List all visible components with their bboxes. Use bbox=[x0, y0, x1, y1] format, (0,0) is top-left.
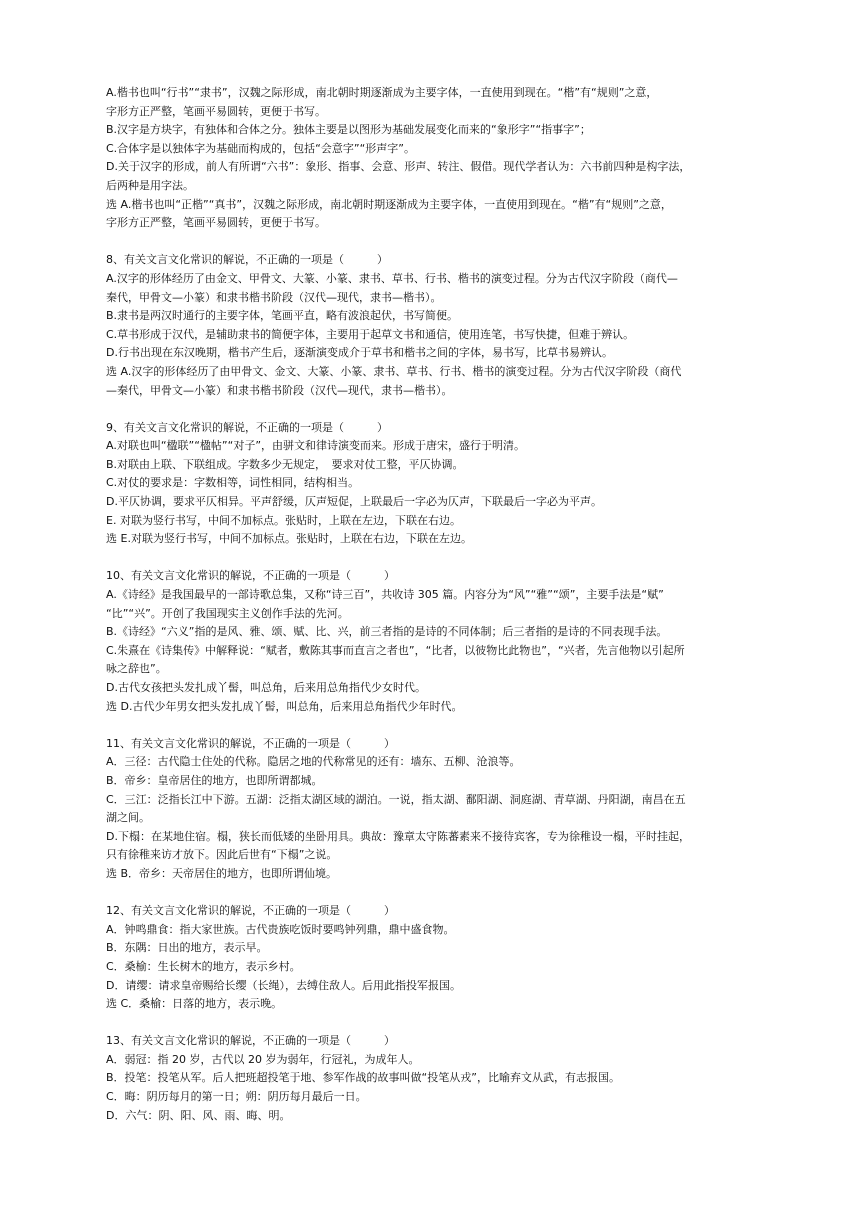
answer-block-7 bbox=[106, 84, 756, 233]
answer-line: 选 C．桑榆：日落的地方，表示晚。 bbox=[106, 997, 283, 1011]
option-line: D.平仄协调，要求平仄相异。平声舒缓，仄声短促，上联最后一字必为仄声，下联最后一字必为平声。 bbox=[106, 495, 602, 509]
question-title: 9、有关文言文化常识的解说，不正确的一项是（ ） bbox=[106, 420, 388, 434]
option-line: B．投笔：投笔从军。后人把班超投笔于地、参军作战的故事叫做“投笔从戎”，比喻弃文从武，有志报国。 bbox=[106, 1071, 620, 1085]
option-line: C．桑榆：生长树木的地方，表示乡村。 bbox=[106, 959, 301, 973]
text-line: 后两种是用字法。 bbox=[106, 178, 194, 192]
option-line: A．弱冠：指 20 岁，古代以 20 岁为弱年，行冠礼，为成年人。 bbox=[106, 1052, 420, 1066]
option-line: A.汉字的形体经历了由金文、甲骨文、大篆、小篆、隶书、草书、行书、楷书的演变过程。分为古代汉字阶段（商代— bbox=[106, 271, 678, 285]
option-line: C.朱熹在《诗集传》中解释说：“赋者，敷陈其事而直言之者也”，“比者，以彼物比此物也”，“兴者，先言他物以引起所 bbox=[106, 643, 685, 657]
option-line: C.对仗的要求是：字数相等，词性相同，结构相当。 bbox=[106, 476, 360, 490]
question-9 bbox=[106, 419, 756, 549]
question-8 bbox=[106, 251, 756, 400]
option-line: C．晦：阴历每月的第一日；朔：阴历每月最后一日。 bbox=[106, 1090, 367, 1104]
option-line: D.行书出现在东汉晚期，楷书产生后，逐渐演变成介于草书和楷书之间的字体，易书写，比草书易辨认。 bbox=[106, 346, 613, 360]
option-line: A．三径：古代隐士住处的代称。隐居之地的代称常见的还有：墙东、五柳、沧浪等。 bbox=[106, 755, 521, 769]
text-line: D.关于汉字的形成，前人有所谓“六书”：象形、指事、会意、形声、转注、假借。现代学者认为：六书前四种是构字法， bbox=[106, 160, 691, 174]
question-title: 10、有关文言文化常识的解说，不正确的一项是（ ） bbox=[106, 569, 395, 583]
text-line: C.合体字是以独体字为基础而构成的，包括“会意字”“形声字”。 bbox=[106, 141, 415, 155]
option-line: 只有徐稚来访才放下。因此后世有“下榻”之说。 bbox=[106, 848, 338, 862]
answer-line: 选 A.楷书也叫“正楷”“真书”，汉魏之际形成，南北朝时期逐渐成为主要字体，一直使用到现在。“楷”有“规则”之意， bbox=[106, 197, 672, 211]
answer-line: —秦代，甲骨文—小篆）和隶书楷书阶段（汉代—现代，隶书—楷书）。 bbox=[106, 383, 453, 397]
question-title: 11、有关文言文化常识的解说，不正确的一项是（ ） bbox=[106, 736, 395, 750]
option-line: D．请缨：请求皇帝赐给长缨（长绳），去缚住敌人。后用此指投军报国。 bbox=[106, 978, 461, 992]
option-line: C.草书形成于汉代，是辅助隶书的简便字体，主要用于起草文书和通信，使用连笔，书写快捷，但难于辨认。 bbox=[106, 327, 635, 341]
option-line: B．东隅：日出的地方，表示早。 bbox=[106, 941, 268, 955]
option-line: B.对联由上联、下联组成。字数多少无规定， 要求对仗工整，平仄协调。 bbox=[106, 457, 464, 471]
question-12 bbox=[106, 902, 756, 1014]
option-line: 湖之间。 bbox=[106, 811, 150, 825]
question-13 bbox=[106, 1032, 756, 1125]
option-line: B.《诗经》“六义”指的是风、雅、颂、赋、比、兴，前三者指的是诗的不同体制；后三者指的是诗的不同表现手法。 bbox=[106, 625, 668, 639]
text-line: B.汉字是方块字，有独体和合体之分。独体主要是以图形为基础发展变化而来的“象形字”“指事字”； bbox=[106, 123, 591, 137]
answer-line: 选 B．帝乡：天帝居住的地方，也即所谓仙境。 bbox=[106, 866, 338, 880]
text-line: 字形方正严整，笔画平易圆转，更便于书写。 bbox=[106, 104, 326, 118]
option-line: 秦代，甲骨文—小篆）和隶书楷书阶段（汉代—现代，隶书—楷书）。 bbox=[106, 290, 442, 304]
option-line: B.隶书是两汉时通行的主要字体，笔画平直，略有波浪起伏，书写简便。 bbox=[106, 309, 459, 323]
answer-line: 选 E.对联为竖行书写，中间不加标点。张贴时，上联在右边，下联在左边。 bbox=[106, 532, 472, 546]
option-line: C．三江：泛指长江中下游。五湖：泛指太湖区域的湖泊。一说，指太湖、鄱阳湖、洞庭湖、青草湖、丹阳湖，南昌在五 bbox=[106, 792, 686, 806]
question-11 bbox=[106, 735, 756, 884]
option-line: 咏之辞也”。 bbox=[106, 662, 167, 676]
option-line: D．六气：阴、阳、风、雨、晦、明。 bbox=[106, 1108, 291, 1122]
option-line: A.对联也叫“楹联”“楹帖”“对子”，由骈文和律诗演变而来。形成于唐宋，盛行于明清。 bbox=[106, 439, 526, 453]
document-page bbox=[106, 84, 756, 1125]
answer-line: 字形方正严整，笔画平易圆转，更便于书写。 bbox=[106, 216, 326, 230]
answer-line: 选 D.古代少年男女把头发扎成丫髻，叫总角，后来用总角指代少年时代。 bbox=[106, 699, 463, 713]
question-title: 13、有关文言文化常识的解说，不正确的一项是（ ） bbox=[106, 1034, 395, 1048]
answer-line: 选 A.汉字的形体经历了由甲骨文、金文、大篆、小篆、隶书、草书、行书、楷书的演变过程。分为古代汉字阶段（商代 bbox=[106, 364, 682, 378]
option-line: D.古代女孩把头发扎成丫髻，叫总角，后来用总角指代少女时代。 bbox=[106, 681, 426, 694]
option-line: B．帝乡：皇帝居住的地方，也即所谓都城。 bbox=[106, 773, 323, 787]
option-line: E. 对联为竖行书写，中间不加标点。张贴时，上联在左边，下联在右边。 bbox=[106, 513, 461, 527]
option-line: D.下榻：在某地住宿。榻，狭长而低矮的坐卧用具。典故：豫章太守陈蕃素来不接待宾客，专为徐稚设一榻，平时挂起， bbox=[106, 829, 690, 843]
question-10 bbox=[106, 567, 756, 716]
text-line: A.楷书也叫“行书”“隶书”，汉魏之际形成，南北朝时期逐渐成为主要字体，一直使用到现在。“楷”有“规则”之意， bbox=[106, 86, 658, 99]
option-line: A.《诗经》是我国最早的一部诗歌总集，又称“诗三百”，共收诗 305 篇。内容分为“风”“雅”“颂”，主要手法是“赋” bbox=[106, 588, 664, 602]
option-line: “比”“兴”。开创了我国现实主义创作手法的先河。 bbox=[106, 606, 349, 620]
option-line: A．钟鸣鼎食：指大家世族。古代贵族吃饭时要鸣钟列鼎，鼎中盛食物。 bbox=[106, 922, 455, 936]
question-title: 12、有关文言文化常识的解说，不正确的一项是（ ） bbox=[106, 904, 395, 918]
question-title: 8、有关文言文化常识的解说，不正确的一项是（ ） bbox=[106, 253, 388, 267]
